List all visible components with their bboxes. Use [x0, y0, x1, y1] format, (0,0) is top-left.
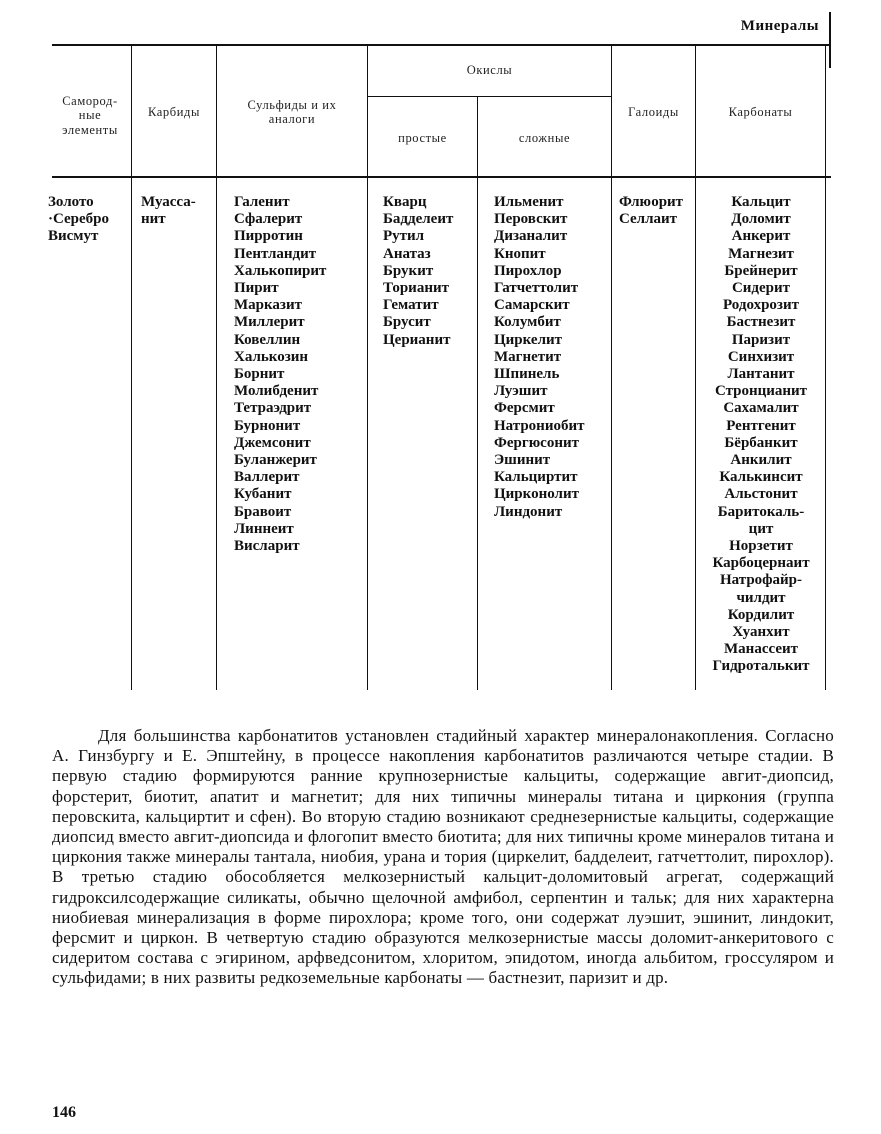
column-divider: [477, 178, 478, 690]
mineral-name: Муасса-: [141, 194, 196, 210]
column-divider: [695, 178, 696, 690]
column-carbonates: [697, 194, 825, 676]
mineral-name: Магнетит: [494, 348, 562, 365]
mineral-name: Бадделеит: [383, 211, 454, 228]
mineral-name: Кубанит: [234, 486, 292, 503]
mineral-name: Родохрозит: [723, 297, 799, 314]
mineral-name: Хуанхит: [732, 624, 790, 641]
mineral-name: Эшинит: [494, 452, 551, 469]
mineral-name: Селлаит: [619, 211, 678, 228]
mineral-name: Миллерит: [234, 314, 305, 331]
mineral-name: Брукит: [383, 262, 434, 279]
mineral-name: Колумбит: [494, 314, 561, 331]
mineral-name: Самарскит: [494, 297, 570, 314]
table-header-bottom-rule: [52, 176, 831, 178]
mineral-name: Цирконолит: [494, 486, 579, 503]
header-oxides-simple: простые: [398, 131, 447, 145]
mineral-name: Висларит: [234, 538, 300, 555]
mineral-name: Перовскит: [494, 211, 568, 228]
mineral-name: Кордилит: [727, 606, 795, 623]
header-sulfides: Сульфиды и их аналоги: [247, 98, 337, 127]
mineral-name: Кальцит: [731, 194, 791, 210]
table-top-rule: [52, 44, 831, 46]
column-divider: [216, 178, 217, 690]
mineral-name: Луэшит: [494, 383, 548, 400]
mineral-name: Доломит: [731, 211, 791, 228]
column-carbides: [141, 194, 215, 228]
mineral-name: цит: [748, 520, 774, 537]
mineral-name: Халькозин: [234, 348, 309, 365]
mineral-name: Ильменит: [494, 194, 564, 210]
mineral-name: Линнеит: [234, 520, 294, 537]
body-paragraph: Для большинства карбонатитов установлен стадийный характер минералонакопления. Согласно А. Гинзбургу и Е. Эпштейну, в процессе накопления карбонатитов различаются четыре стадии. В первую стадию формируются ранние крупнозернистые кальциты, содержащие авгит-диопсид, форстерит, биотит, апатит и магнетит; для них типичны минералы титана и циркония (группа перовскита, кальциртит и сфен). Во вторую стадию возникают среднезернистые кальциты, содержащие диопсид вместо авгит-диопсида и флогопит вместо биотита; для них типичны кроме минералов титана и циркония также минералы тантала, ниобия, урана и тория (циркелит, бадделеит, гатчеттолит, пирохлор). В третью стадию обособляется мелкозернистый кальцит-доломитовый агрегат, содержащий гидроксилсодержащие силикаты, обычно щелочной амфибол, серпентин и тальк; для них характерна ниобиевая минерализация в форме пирохлора; кроме того, они содержат луэшит, эшинит, линдокит, ферсмит и циркон. В четвертую стадию образуются мелкозернистые массы доломит-анкеритового с сидеритом состава с эгирином, арфведсонитом, хлоритом, эпидотом, иногда альбитом, гроссуляром и сульфидами; в них развиты редкоземельные карбонаты — бастнезит, паризит и др.: [52, 726, 834, 988]
mineral-name: Натрониобит: [494, 417, 585, 434]
header-carbonates: Карбонаты: [728, 105, 793, 119]
mineral-name: Рентгенит: [726, 417, 796, 434]
mineral-name: Валлерит: [234, 469, 300, 486]
mineral-name: Пирит: [234, 280, 279, 297]
mineral-name: Халькопирит: [234, 262, 327, 279]
mineral-name: Натрофайр-: [719, 572, 803, 589]
mineral-name: Циркелит: [494, 331, 563, 348]
running-head: Минералы: [740, 18, 819, 34]
mineral-name: Анатаз: [383, 245, 431, 262]
mineral-name: Сфалерит: [234, 211, 303, 228]
mineral-name: Флюорит: [619, 194, 684, 210]
mineral-name: Галенит: [234, 194, 290, 210]
mineral-name: Калькинсит: [719, 469, 803, 486]
column-divider: [367, 178, 368, 690]
mineral-name: Анкерит: [731, 228, 791, 245]
column-sulfides: [234, 194, 366, 555]
mineral-name: Кварц: [383, 194, 427, 210]
mineral-name: Шпинель: [494, 366, 560, 383]
mineral-name: Бастнезит: [726, 314, 796, 331]
mineral-name: Буланжерит: [234, 452, 317, 469]
mineral-name: Гидроталькит: [712, 658, 810, 675]
mineral-name: Дизаналит: [494, 228, 568, 245]
mineral-name: Кальциртит: [494, 469, 578, 486]
mineral-name: Паризит: [731, 331, 791, 348]
mineral-name: Кнопит: [494, 245, 546, 262]
mineral-name: Ферсмит: [494, 400, 555, 417]
mineral-name: Магнезит: [728, 245, 794, 262]
mineral-name: Гематит: [383, 297, 439, 314]
mineral-name: Пентландит: [234, 245, 317, 262]
mineral-name: Бурнонит: [234, 417, 301, 434]
column-divider: [131, 178, 132, 690]
mineral-name: Сахамалит: [723, 400, 799, 417]
mineral-name: Ковеллин: [234, 331, 301, 348]
mineral-name: Анкилит: [730, 452, 792, 469]
mineral-name: Марказит: [234, 297, 302, 314]
mineral-name: Манассеит: [724, 641, 798, 658]
mineral-name: Молибденит: [234, 383, 319, 400]
column-oxides-complex: [494, 194, 610, 521]
mineral-name: Фергюсонит: [494, 434, 579, 451]
mineral-name: Бравоит: [234, 503, 292, 520]
mineral-name: Синхизит: [727, 348, 795, 365]
column-oxides-simple: [383, 194, 476, 349]
mineral-name: Брусит: [383, 314, 431, 331]
column-halides: [619, 194, 694, 228]
mineral-name: Тетраэдрит: [234, 400, 312, 417]
column-divider: [825, 178, 826, 690]
mineral-name: Церианит: [383, 331, 451, 348]
header-oxides-complex: сложные: [518, 131, 571, 145]
mineral-name: чилдит: [736, 589, 786, 606]
mineral-name: Торианит: [383, 280, 449, 297]
mineral-name: Брейнерит: [724, 262, 798, 279]
mineral-name: Лантанит: [727, 366, 795, 383]
mineral-name: Линдонит: [494, 503, 563, 520]
mineral-name: ·Серебро: [48, 211, 110, 228]
header-halides: Галоиды: [628, 105, 679, 119]
header-native-elements: Самород- ные элементы: [62, 94, 118, 137]
oxides-subheader-rule: [368, 96, 611, 97]
mineral-name: Висмут: [48, 228, 99, 245]
mineral-name: Карбоцернаит: [712, 555, 810, 572]
mineral-name: Пирротин: [234, 228, 303, 245]
column-divider: [825, 46, 826, 176]
mineral-name: Баритокаль-: [717, 503, 805, 520]
mineral-name: Пирохлор: [494, 262, 562, 279]
mineral-name: нит: [141, 211, 166, 228]
mineral-name: Стронцианит: [714, 383, 808, 400]
mineral-name: Норзетит: [729, 538, 793, 555]
header-oxides: Окислы: [466, 63, 513, 77]
mineral-name: Сидерит: [731, 280, 791, 297]
mineral-name: Гатчеттолит: [494, 280, 579, 297]
column-native-elements: [48, 194, 130, 246]
mineral-name: Борнит: [234, 366, 285, 383]
column-divider: [611, 178, 612, 690]
page-number: 146: [52, 1104, 76, 1121]
mineral-name: Альстонит: [724, 486, 798, 503]
mineral-name: Рутил: [383, 228, 425, 245]
mineral-name: Золото: [48, 194, 94, 210]
header-carbides: Карбиды: [148, 105, 200, 119]
mineral-name: Джемсонит: [234, 434, 311, 451]
running-head-bar: [829, 12, 831, 68]
mineral-name: Бёрбанкит: [724, 434, 798, 451]
